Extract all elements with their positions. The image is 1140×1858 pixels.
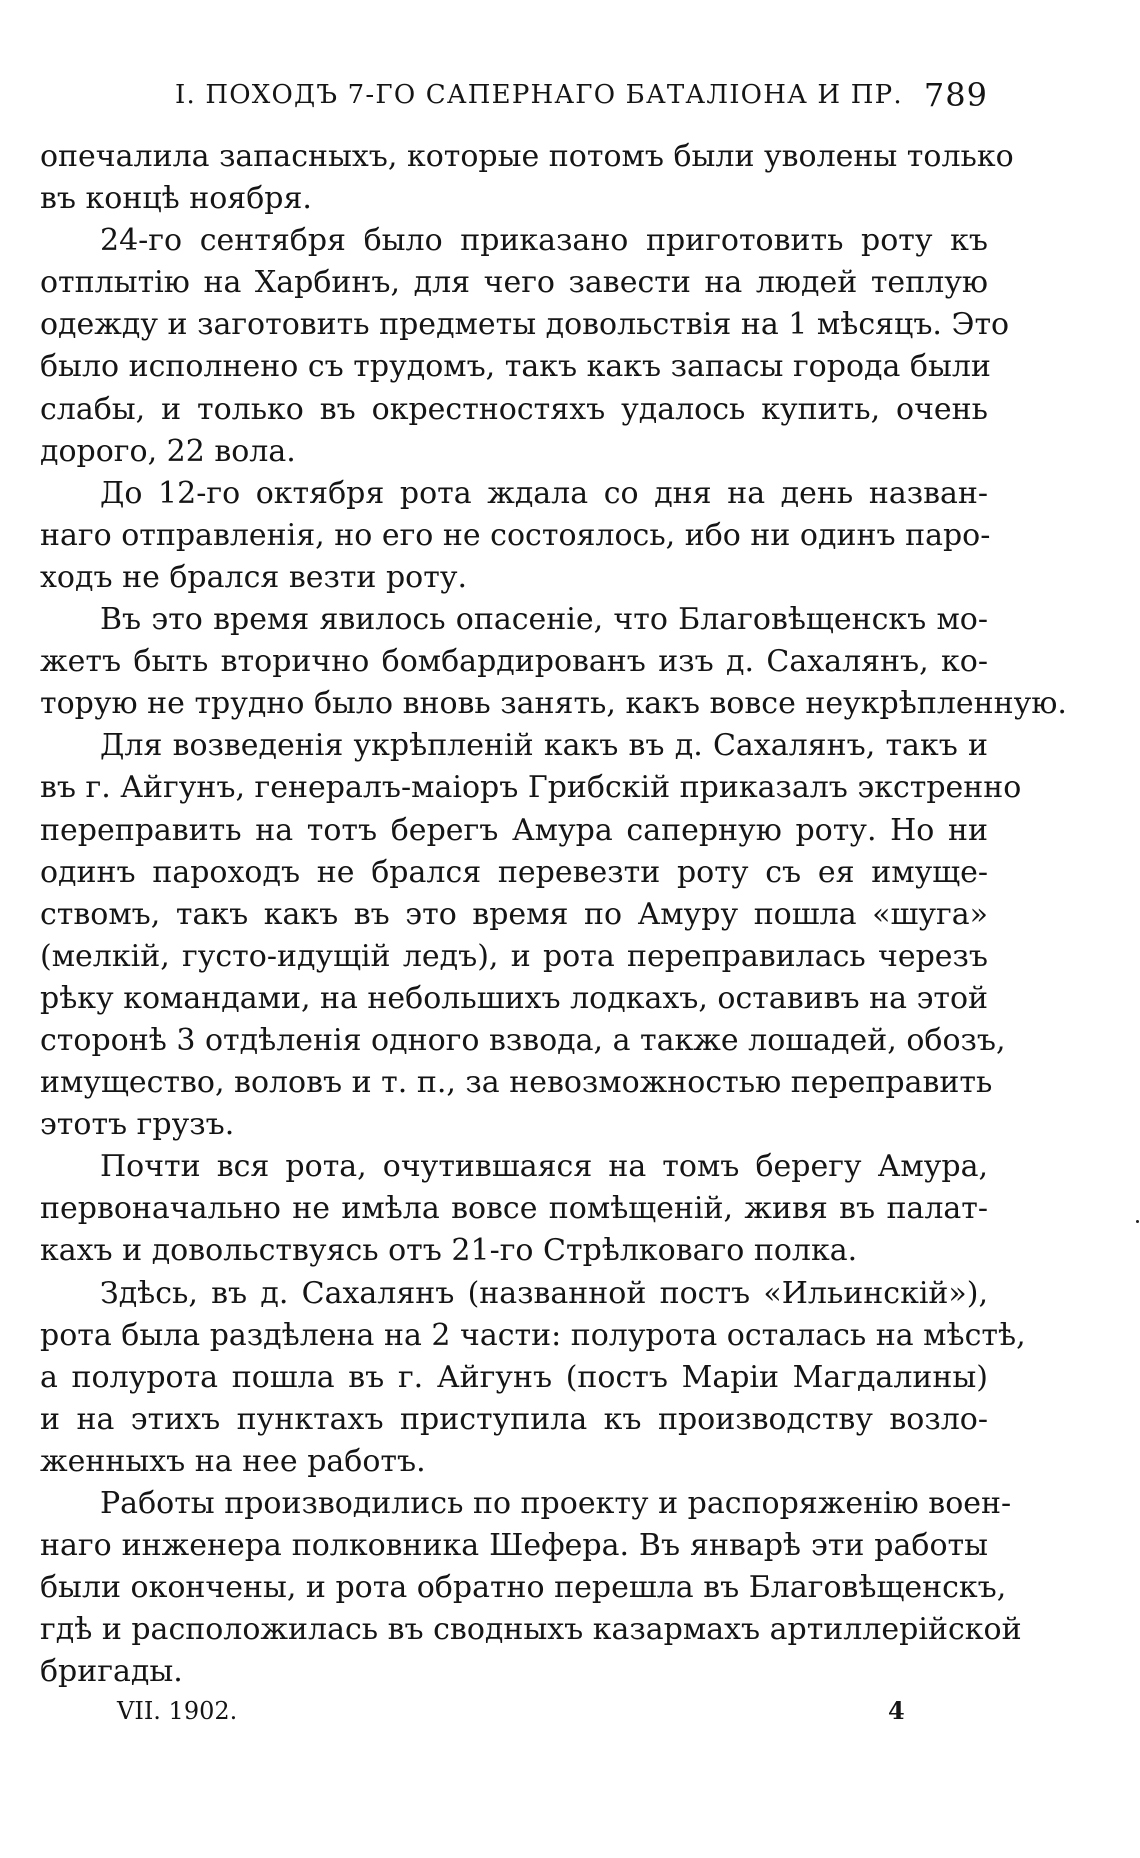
text-line: Почти вся рота, очутившаяся на томъ берегу Амура,	[100, 1149, 988, 1185]
text-line: рота была раздѣлена на 2 части: полурота осталась на мѣстѣ,	[40, 1317, 1026, 1353]
text-line: имущество, воловъ и т. п., за невозможностью переправить	[40, 1065, 993, 1101]
text-line: переправить на тотъ берегъ Амура саперную роту. Но ни	[40, 812, 988, 848]
paragraph	[40, 1483, 1022, 1693]
text-line: кахъ и довольствуясь отъ 21-го Стрѣлковаго полка.	[40, 1233, 858, 1269]
text-line: опечалила запасныхъ, которые потомъ были уволены только	[40, 139, 1014, 174]
text-line: дорого, 22 вола.	[40, 433, 296, 469]
text-line: женныхъ на нее работъ.	[40, 1443, 426, 1479]
paragraph	[40, 136, 1014, 220]
text-line: отплытію на Харбинъ, для чего завести на людей теплую	[40, 265, 988, 301]
text-line: торую не трудно было вновь занять, какъ вовсе неукрѣпленную.	[40, 686, 1067, 722]
sheet-number: 4	[888, 1696, 905, 1725]
paragraph	[40, 599, 1067, 725]
text-line: слабы, и только въ окрестностяхъ удалось купить, очень	[40, 391, 988, 427]
text-line: первоначально не имѣла вовсе помѣщеній, живя въ палат-	[40, 1191, 988, 1227]
text-line: Въ это время явилось опасеніе, что Благовѣщенскъ мо-	[100, 602, 988, 638]
running-title: I. ПОХОДЪ 7-ГО САПЕРНАГО БАТАЛІОНА И ПР.	[175, 80, 903, 110]
text-line: До 12-го октября рота ждала со дня на день назван-	[100, 475, 988, 511]
text-line: Здѣсь, въ д. Сахалянъ (названной постъ «Ильинскій»),	[100, 1275, 988, 1311]
text-line: сторонѣ 3 отдѣленія одного взвода, а также лошадей, обозъ,	[40, 1022, 1006, 1058]
text-line: наго отправленія, но его не состоялось, ибо ни одинъ паро-	[40, 517, 991, 553]
text-line: жетъ быть вторично бомбардированъ изъ д. Сахалянъ, ко-	[40, 644, 988, 680]
text-line: было исполнено съ трудомъ, такъ какъ запасы города были	[40, 349, 991, 385]
text-line: этотъ грузъ.	[40, 1107, 235, 1143]
text-line: наго инженера полковника Шефера. Въ январѣ эти работы	[40, 1528, 988, 1564]
page-number: 789	[923, 76, 988, 114]
text-line: одинъ пароходъ не брался перевезти роту съ ея имуще-	[40, 854, 988, 890]
running-header	[175, 70, 988, 120]
body-text	[40, 136, 1067, 1693]
text-line: въ г. Айгунъ, генералъ-маіоръ Грибскій приказалъ экстренно	[40, 770, 1022, 806]
text-line: одежду и заготовить предметы довольствія на 1 мѣсяцъ. Это	[40, 307, 1010, 343]
text-line: Для возведенія укрѣпленій какъ въ д. Сахалянъ, такъ и	[100, 728, 988, 764]
paragraph	[40, 725, 1022, 1146]
text-line: и на этихъ пунктахъ приступила къ производству возло-	[40, 1401, 988, 1437]
text-line: бригады.	[40, 1654, 183, 1690]
page-footer	[0, 1691, 1140, 1731]
text-line: гдѣ и расположилась въ сводныхъ казармахъ артиллерійской	[40, 1612, 1022, 1648]
text-line: ходъ не брался везти роту.	[40, 559, 468, 595]
text-line: рѣку командами, на небольшихъ лодкахъ, оставивъ на этой	[40, 980, 989, 1016]
text-line: 24-го сентября было приказано приготовить роту къ	[100, 223, 988, 259]
signature-mark: VII. 1902.	[117, 1697, 238, 1725]
paragraph	[40, 473, 991, 599]
text-line: были окончены, и рота обратно перешла въ Благовѣщенскъ,	[40, 1570, 1007, 1606]
text-line: (мелкій, густо-идущій ледъ), и рота переправилась черезъ	[40, 938, 988, 974]
text-line: ствомъ, такъ какъ въ это время по Амуру пошла «шуга»	[40, 896, 988, 932]
text-line: Работы производились по проекту и распоряженію воен-	[100, 1486, 1012, 1521]
print-speck	[1136, 1220, 1139, 1223]
text-line: а полурота пошла въ г. Айгунъ (постъ Маріи Магдалины)	[40, 1359, 988, 1395]
paragraph	[40, 1146, 988, 1272]
paragraph	[40, 1273, 1026, 1483]
text-line: въ концѣ ноября.	[40, 181, 312, 217]
paragraph	[40, 220, 1010, 473]
